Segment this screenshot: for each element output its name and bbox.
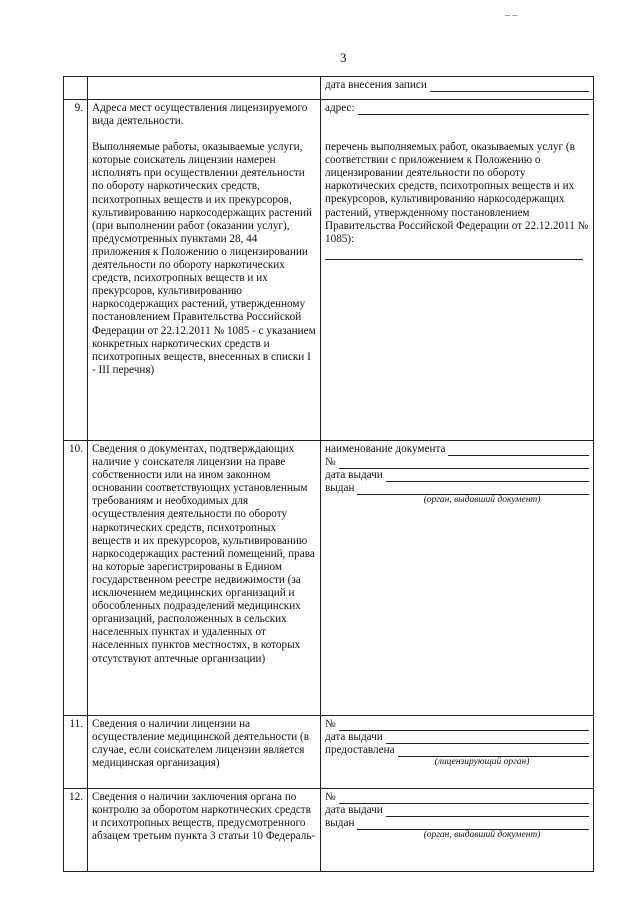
issued-by-label: выдан	[325, 482, 355, 495]
conclusion-number-field[interactable]	[325, 791, 589, 804]
license-number-label: №	[325, 718, 336, 730]
license-date-label: дата выдачи	[325, 731, 383, 744]
conclusion-authority-caption: (орган, выдавший документ)	[423, 830, 541, 841]
conclusion-issued-by-label: выдан	[325, 817, 355, 830]
row10-left-text: Сведения о документах, подтверждающих наличие у соискателя лицензии на праве собственности или на ином законном основании соответствующих установленным требованиям и необходимых для осуществления деятельности по обороту наркотических средств, психотропных веществ и их прекурсоров, культивированию наркосодержащих растений помещений, права на которые зарегистрированы в Едином государственном реестре недвижимости (за исключением медицинских организаций и обособленных подразделений медицинских организаций, расположенных в сельских населенных пунктах и удаленных от населенных пунктов местностях, в которых отсутствуют аптечные организации)	[92, 443, 315, 665]
provided-by-label: предоставлена	[325, 744, 395, 757]
row9-works-list-label: перечень выполняемых работ, оказываемых услуг (в соответствии с приложением к Положению о лицензировании деятельности по обороту наркотических средств, психотропных веществ и их прекурсоров, культивированию наркосодержащих растений, утвержденному постановлением Правительства Российской Федерации от 22.12.2011 № 1085):	[325, 141, 589, 245]
row-number: 9.	[64, 100, 88, 441]
row-number: 10.	[64, 441, 88, 716]
row9-left-title: Адреса мест осуществления лицензируемого вида деятельности.	[92, 102, 308, 128]
issued-by-field[interactable]	[325, 482, 589, 495]
corner-mark: – –	[505, 10, 518, 21]
document-name-field[interactable]	[325, 443, 589, 456]
record-date-field[interactable]	[325, 79, 589, 92]
table-row-top	[64, 77, 594, 100]
document-number-label: №	[325, 456, 336, 469]
record-date-line[interactable]	[430, 81, 589, 92]
document-name-label: наименование документа	[325, 443, 446, 455]
row9-left-works: Выполняемые работы, оказываемые услуги, которые соискатель лицензии намерен исполнять при осуществлении деятельности по обороту наркотических средств, психотропных веществ и их прекурсоров, культивированию наркосодержащих растений (при выполнении работ (оказании услуг), предусмотренных пунктами 28, 44 приложения к Положению о лицензировании деятельности по обороту наркотических средств, психотропных веществ и их прекурсоров, культивированию наркосодержащих растений, утвержденному постановлением Правительства Российской Федерации от 22.12.2011 № 1085 - с указанием конкретных наркотических средств и психотропных веществ, внесенных в списки I - III перечня)	[92, 141, 316, 376]
issuing-authority-caption: (орган, выдавший документ)	[423, 495, 541, 506]
address-line[interactable]	[358, 104, 589, 115]
license-number-field[interactable]	[325, 718, 589, 731]
conclusion-date-label: дата выдачи	[325, 804, 383, 817]
table-row-10	[64, 441, 594, 716]
works-list-line[interactable]	[325, 246, 583, 260]
address-label: адрес:	[325, 102, 355, 114]
licensing-authority-caption: (лицензирующий орган)	[434, 757, 530, 768]
issue-date-label: дата выдачи	[325, 469, 383, 482]
table-row-11	[64, 716, 594, 789]
row12-left-text: Сведения о наличии заключения органа по контролю за оборотом наркотических средств и психотропных веществ, предусмотренного абзацем третьим пункта 3 статьи 10 Федераль-	[92, 791, 316, 843]
conclusion-issued-by-field[interactable]	[325, 817, 589, 830]
address-field[interactable]	[325, 102, 589, 115]
issue-date-field[interactable]	[325, 469, 589, 482]
document-number-field[interactable]	[325, 456, 589, 469]
row-number: 12.	[64, 789, 88, 872]
table-row-12	[64, 789, 594, 872]
provided-by-field[interactable]	[325, 744, 589, 757]
conclusion-date-field[interactable]	[325, 804, 589, 817]
application-form-table	[63, 76, 594, 872]
row-number: 11.	[64, 716, 88, 789]
license-date-field[interactable]	[325, 731, 589, 744]
record-date-label: дата внесения записи	[325, 79, 427, 91]
table-row-9	[64, 100, 594, 441]
row11-left-text: Сведения о наличии лицензии на осуществление медицинской деятельности (в случае, если соискателем лицензии является медицинская организация)	[92, 718, 310, 770]
page-number: 3	[340, 50, 347, 65]
conclusion-number-label: №	[325, 791, 336, 803]
